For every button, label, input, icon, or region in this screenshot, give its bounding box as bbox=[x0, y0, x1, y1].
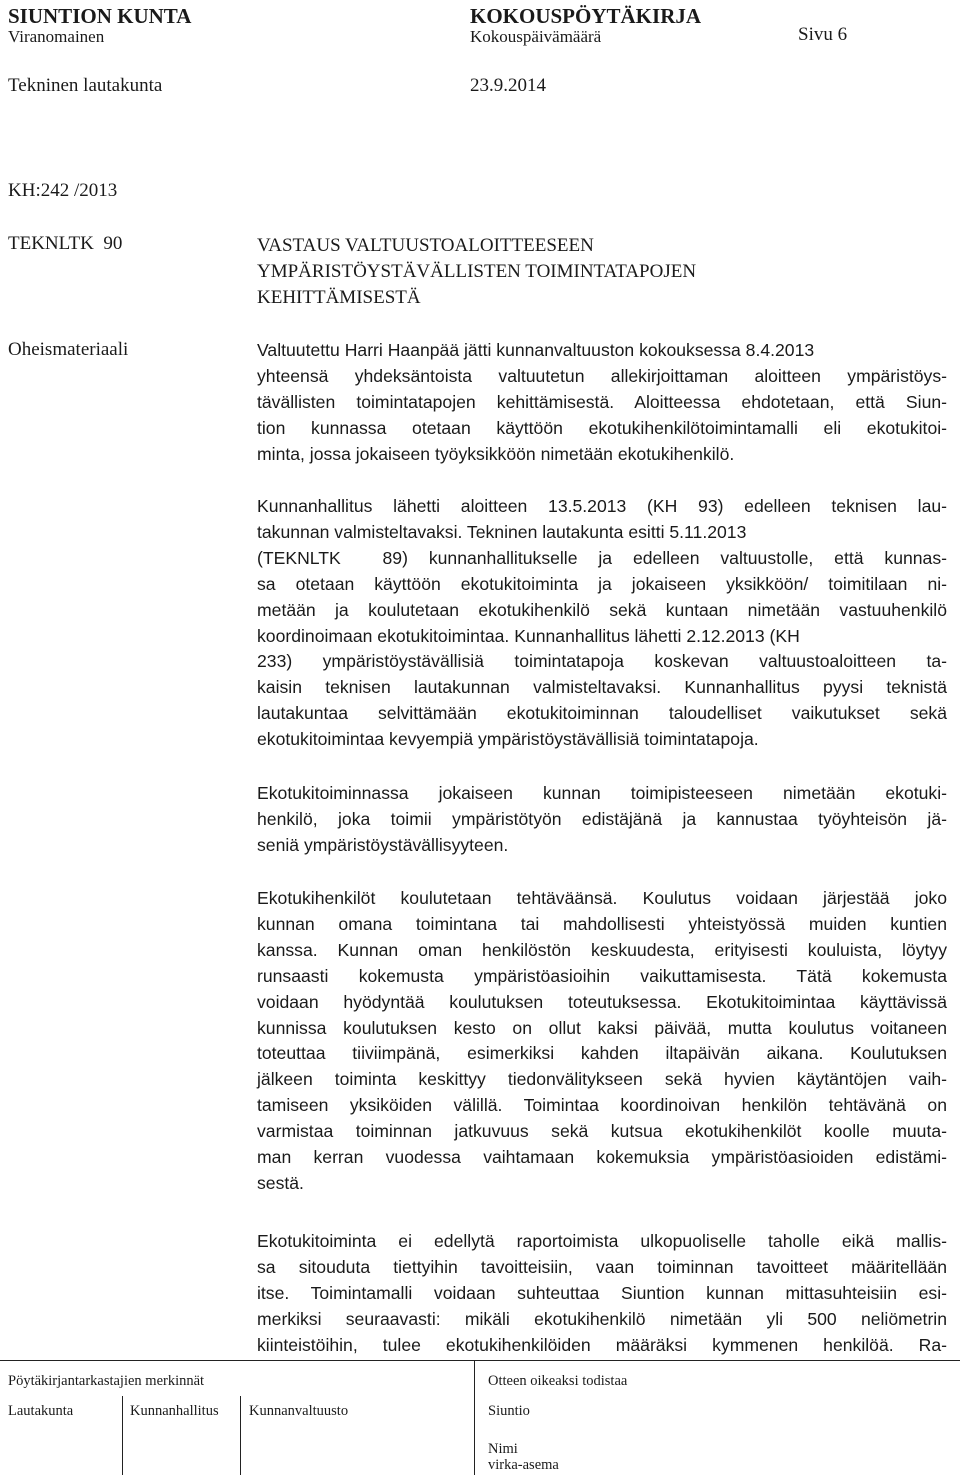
text-line: Ekotukitoiminnassa jokaiseen kunnan toimipisteeseen nimetään ekotuki- bbox=[257, 783, 947, 803]
text-line: kaisin teknisen lautakunnan valmisteltavaksi. Kunnanhallitus pyysi teknistä bbox=[257, 677, 947, 698]
attachment-label: Oheismateriaali bbox=[8, 339, 129, 360]
text-line: koordinoimaan ekotukitoimintaa. Kunnanhallitus lähetti 2.12.2013 (KH bbox=[257, 625, 805, 646]
text-line: jälkeen toiminta keskittyy tiedonvälitykseen sekä hyvien käytäntöjen vaih- bbox=[257, 1069, 947, 1090]
text-line: merkiksi seuraavasti: mikäli ekotukihenkilö nimetään yli 500 neliömetrin bbox=[257, 1308, 947, 1329]
organization-name: SIUNTION KUNTA bbox=[8, 4, 192, 28]
authority-label: Viranomainen bbox=[8, 27, 105, 46]
text-line: lautakuntaa selvittämään ekotukitoiminnan taloudelliset vaikutukset sekä bbox=[257, 703, 947, 724]
text-line: man kerran vuodessa vaihtamaan kokemuksia ympäristöasioiden edistämi- bbox=[257, 1147, 947, 1168]
page-number: Sivu 6 bbox=[798, 24, 848, 45]
text-line: Kunnanhallitus lähetti aloitteen 13.5.2013 (KH 93) edelleen teknisen lau- bbox=[257, 496, 947, 516]
footer-name: Nimi bbox=[488, 1441, 518, 1457]
text-line: (TEKNLTK 89) kunnanhallitukselle ja edelleen valtuustolle, että kunnas- bbox=[257, 547, 947, 568]
authority-name: Tekninen lautakunta bbox=[8, 75, 163, 96]
paragraph-4 bbox=[257, 886, 947, 1197]
text-line: sa sitouduta tiettyihin tavoitteisiin, vaan toiminnan tavoitteet määritellään bbox=[257, 1256, 947, 1277]
text-line: kunnissa koulutuksen kesto on ollut kaksi päivää, mutta koulutus voitaneen bbox=[257, 1017, 947, 1038]
text-line: Ekotukitoiminta ei edellytä raportoimista ulkopuoliselle taholle eikä mallis- bbox=[257, 1231, 947, 1251]
text-line: itse. Toimintamalli voidaan suhteuttaa Siuntion kunnan mittasuhteisiin esi- bbox=[257, 1282, 947, 1303]
text-line: varmistaa toiminnan jatkuvuus sekä kutsua ekotukihenkilöt koolle muuta- bbox=[257, 1121, 947, 1142]
footer-position: virka-asema bbox=[488, 1457, 559, 1473]
text-line: 233) ympäristöystävällisiä toimintatapoja koskevan valtuustoaloitteen ta- bbox=[257, 651, 947, 672]
text-line: kanssa. Kunnan oman henkilöstön keskuudesta, erityisesti kouluista, löytyy bbox=[257, 939, 947, 960]
footer-right-title: Otteen oikeaksi todistaa bbox=[488, 1373, 628, 1389]
section-number: TEKNLTK 90 bbox=[8, 233, 123, 254]
paragraph-2 bbox=[257, 494, 947, 753]
text-line: kiinteistöihin, tulee ekotukihenkilöiden määräksi kymmenen henkilöä. Ra- bbox=[257, 1334, 947, 1355]
text-line: seniä ympäristöystävällisyyteen. bbox=[257, 834, 509, 855]
footer-place: Siuntio bbox=[488, 1403, 530, 1419]
footer-divider bbox=[474, 1360, 475, 1475]
text-line: voidaan hyödyntää koulutuksen toteutuksessa. Ekotukitoimintaa käyttävissä bbox=[257, 991, 947, 1012]
footer-column-rule bbox=[240, 1396, 241, 1475]
text-line: takunnan valmisteltavaksi. Tekninen lautakunta esitti 5.11.2013 bbox=[257, 521, 747, 542]
paragraph-3 bbox=[257, 781, 947, 859]
text-line: Ekotukihenkilöt koulutetaan tehtäväänsä. Koulutus voidaan järjestää joko bbox=[257, 888, 947, 908]
document-type: KOKOUSPÖYTÄKIRJA bbox=[470, 4, 702, 28]
meeting-date: 23.9.2014 bbox=[470, 75, 546, 96]
text-line: sa otetaan käyttöön ekotukitoiminta ja jokaiseen yksikköön/ toimitilaan ni- bbox=[257, 573, 947, 594]
text-line: tion kunnassa otetaan käyttöön ekotukihenkilötoimintamalli eli ekotukitoi- bbox=[257, 417, 947, 438]
footer-column-rule bbox=[122, 1396, 123, 1475]
footer-top-rule bbox=[0, 1360, 960, 1361]
text-line: Valtuutettu Harri Haanpää jätti kunnanvaltuuston kokouksessa 8.4.2013 bbox=[257, 340, 815, 360]
case-reference: KH:242 /2013 bbox=[8, 180, 118, 201]
text-line: minta, jossa jokaiseen työyksikköön nimetään ekotukihenkilö. bbox=[257, 443, 735, 464]
text-line: metään ja koulutetaan ekotukihenkilö sekä kuntaan nimetään vastuuhenkilö bbox=[257, 599, 947, 620]
text-line: runsaasti kokemusta ympäristöasioihin vaikuttamisesta. Tätä kokemusta bbox=[257, 965, 947, 986]
text-line: henkilö, joka toimii ympäristötyön edistäjänä ja kannustaa työyhteisön jä- bbox=[257, 808, 947, 829]
text-line: kunnan omana toimintana tai mahdollisesti yhteistyössä muiden kuntien bbox=[257, 913, 947, 934]
text-line: toteuttaa tiiviimpänä, esimerkiksi kahden iltapäivän aikana. Koulutuksen bbox=[257, 1043, 947, 1064]
case-title bbox=[257, 233, 696, 311]
text-line: tamiseen yksiköiden välillä. Toimintaa koordinoivan henkilön tehtävänä on bbox=[257, 1095, 947, 1116]
date-label: Kokouspäivämäärä bbox=[470, 27, 602, 46]
case-title-line: YMPÄRISTÖYSTÄVÄLLISTEN TOIMINTATAPOJEN bbox=[257, 261, 697, 282]
case-title-line: VASTAUS VALTUUSTOALOITTEESEEN bbox=[257, 235, 594, 256]
footer-col-kunnanvaltuusto: Kunnanvaltuusto bbox=[249, 1403, 349, 1419]
footer-col-kunnanhallitus: Kunnanhallitus bbox=[130, 1403, 219, 1419]
paragraph-1 bbox=[257, 338, 947, 468]
footer-col-lautakunta: Lautakunta bbox=[8, 1403, 74, 1419]
case-title-line: KEHITTÄMISESTÄ bbox=[257, 287, 421, 308]
text-line: sestä. bbox=[257, 1172, 304, 1193]
footer-signature-table bbox=[0, 1360, 960, 1475]
footer-left-title: Pöytäkirjantarkastajien merkinnät bbox=[8, 1373, 205, 1389]
text-line: yhteensä yhdeksäntoista valtuutetun allekirjoittaman aloitteen ympäristöys- bbox=[257, 365, 947, 386]
text-line: ekotukitoimintaa kevyempiä ympäristöystävällisiä toimintatapoja. bbox=[257, 729, 759, 750]
paragraph-5 bbox=[257, 1229, 947, 1359]
text-line: tävällisten toimintatapojen kehittämisestä. Aloitteessa ehdotetaan, että Siun- bbox=[257, 391, 947, 412]
